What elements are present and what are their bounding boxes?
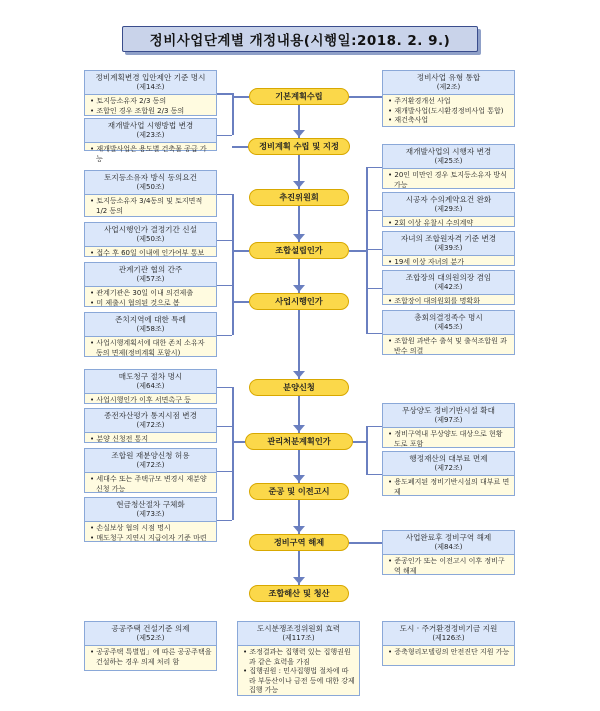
box-item: • 준공인가 또는 이전고시 이후 정비구역 해제 [388, 557, 510, 576]
right-change-box [382, 530, 515, 575]
box-article: (제117조) [282, 633, 315, 642]
stage-step: 준공 및 이전고시 [249, 483, 349, 500]
box-item: • 증축형리모델링의 안전진단 지원 가능 [388, 648, 510, 658]
box-title: 공공주택 건설기준 의제 [111, 624, 190, 633]
box-title: 현금청산절차 구체화 [116, 500, 185, 509]
box-title: 조합원 재분양신청 허용 [111, 451, 190, 460]
box-item: • 분양 신청전 통지 [90, 435, 212, 445]
box-title: 시공자 수의계약요건 완화 [405, 195, 492, 204]
box-header [383, 145, 514, 169]
right-connector [366, 474, 382, 476]
box-items [85, 337, 216, 360]
stage-arrow [293, 475, 305, 482]
box-article: (제73조) [136, 509, 165, 518]
left-connector [232, 96, 249, 98]
stage-step: 분양신청 [249, 379, 349, 396]
stage-arrow [293, 234, 305, 241]
box-header [85, 622, 216, 646]
stage-spine-line [298, 95, 300, 585]
right-change-box [382, 451, 515, 496]
box-header [383, 232, 514, 256]
left-connector [232, 250, 249, 252]
box-item: • 2회 이상 유찰시 수의계약 [388, 219, 510, 229]
right-connector [366, 249, 382, 251]
box-items [85, 522, 216, 545]
stage-step: 정비계획 수립 및 지정 [248, 138, 350, 155]
left-connector [217, 285, 232, 287]
box-article: (제14조) [136, 82, 165, 91]
box-item: • 집행권원 : 민사집행법 절차에 따라 부동산이나 금전 등에 대한 강제집행 가능 [243, 667, 355, 696]
box-header [238, 622, 359, 646]
stage-arrow [293, 425, 305, 432]
box-article: (제50조) [136, 234, 165, 243]
left-change-box [84, 448, 217, 493]
right-change-box [382, 192, 515, 227]
right-bracket [366, 426, 368, 474]
box-header [383, 271, 514, 295]
right-change-box [382, 144, 515, 189]
box-header [383, 622, 514, 646]
box-title: 자녀의 조합원자격 기준 변경 [400, 234, 497, 243]
box-item: • 용도폐지된 정비기반시설의 대부료 면제 [388, 478, 510, 497]
stage-arrow [293, 130, 305, 137]
right-change-box [382, 403, 515, 448]
stage-arrow [293, 285, 305, 292]
left-change-box [84, 118, 217, 163]
left-connector [217, 471, 232, 473]
box-items [383, 95, 514, 128]
stage-step: 추진위원회 [249, 189, 349, 206]
box-item: • 20인 미만인 경우 토지등소유자 방식 가능 [388, 171, 510, 190]
box-item: • 19세 이상 자녀의 분가 [388, 258, 510, 268]
box-title: 무상양도 정비기반시설 확대 [402, 406, 495, 415]
stage-arrow [293, 526, 305, 533]
box-item: • 세대수 또는 주택규모 변경시 재분양 신청 가능 [90, 475, 212, 494]
right-connector [349, 542, 382, 544]
box-header [85, 119, 216, 143]
box-article: (제126조) [432, 633, 465, 642]
box-article: (제23조) [136, 130, 165, 139]
box-article: (제25조) [434, 156, 463, 165]
box-item: • 사업시행인가 이후 서면촉구 등 [90, 396, 212, 406]
right-change-box [382, 621, 515, 666]
box-items [85, 143, 216, 166]
stage-step: 관리처분계획인가 [245, 433, 353, 450]
left-connector [217, 194, 232, 196]
box-item: • 접수 후 60일 이내에 인가여부 통보 [90, 249, 212, 259]
box-item: • 미 제출시 협의된 것으로 봄 [90, 299, 212, 309]
left-connector [217, 240, 232, 242]
box-items [85, 394, 216, 408]
left-change-box [84, 312, 217, 357]
box-items [383, 646, 514, 660]
stage-step: 정비구역 해제 [249, 534, 349, 551]
box-item: • 손실보상 협의 시점 명시 [90, 524, 212, 534]
left-connector [217, 93, 232, 95]
box-article: (제50조) [136, 182, 165, 191]
right-connector [349, 250, 366, 252]
box-items [85, 247, 216, 261]
box-article: (제72조) [434, 463, 463, 472]
box-item: • 조합인 경우 조합원 2/3 동의 [90, 107, 212, 117]
left-change-box [84, 222, 217, 257]
box-header [85, 313, 216, 337]
box-items [85, 195, 216, 218]
left-change-box [84, 70, 217, 116]
box-title: 관계기관 협의 간주 [118, 265, 183, 274]
box-items [383, 476, 514, 499]
right-change-box [382, 270, 515, 305]
box-title: 조합장의 대의원의장 겸임 [405, 273, 492, 282]
box-title: 정비계획변경 입안제안 기준 명시 [95, 73, 206, 82]
right-bracket [366, 167, 368, 333]
box-header [85, 449, 216, 473]
box-item: • 사업시행계획서에 대한 존치 소유자 동의 면제(정비계획 포함시) [90, 339, 212, 358]
box-article: (제39조) [434, 243, 463, 252]
left-connector [232, 301, 249, 303]
stage-step: 조합해산 및 청산 [249, 585, 349, 602]
right-change-box [382, 70, 515, 127]
box-title: 토지등소유자 방식 동의요건 [104, 173, 197, 182]
box-item: • 정비구역내 무상양도 대상으로 현황 도로 포함 [388, 430, 510, 449]
box-items [383, 295, 514, 309]
box-header [383, 404, 514, 428]
box-items [238, 646, 359, 698]
right-connector [366, 167, 382, 169]
box-item: • 조합장이 대의원회를 명확화 [388, 297, 510, 307]
page-title: 정비사업단계별 개정내용(시행일:2018. 2. 9.) [122, 26, 478, 52]
box-article: (제64조) [136, 381, 165, 390]
right-connector [366, 333, 382, 335]
left-connector [217, 520, 232, 522]
right-connector [349, 96, 382, 98]
box-item: • 매도청구 지연시 지급이자 기준 마련 [90, 534, 212, 544]
box-article: (제45조) [434, 322, 463, 331]
left-change-box [84, 262, 217, 307]
right-connector [366, 210, 382, 212]
box-items [85, 287, 216, 310]
left-bracket [232, 194, 234, 335]
right-change-box [382, 231, 515, 266]
box-article: (제42조) [434, 282, 463, 291]
box-title: 재개발사업의 시행자 변경 [405, 147, 492, 156]
box-item: • 재개발사업(도시환경정비사업 통합) [388, 107, 510, 117]
left-change-box [84, 621, 217, 671]
box-header [383, 531, 514, 555]
box-article: (제29조) [434, 204, 463, 213]
stage-step: 사업시행인가 [249, 293, 349, 310]
left-bracket [232, 387, 234, 520]
left-change-box [84, 369, 217, 404]
box-items [383, 335, 514, 358]
box-item: • 토지등소유자 2/3 동의 [90, 97, 212, 107]
box-title: 도시분쟁조정위원회 효력 [256, 624, 341, 633]
box-header [383, 71, 514, 95]
stage-step: 기본계획수립 [249, 88, 349, 105]
box-article: (제52조) [136, 633, 165, 642]
box-title: 도시 · 주거환경정비기금 지원 [399, 624, 498, 633]
left-connector [217, 135, 232, 137]
box-header [85, 370, 216, 394]
stage-arrow [293, 181, 305, 188]
box-item: • 주거환경개선 사업 [388, 97, 510, 107]
left-change-box [84, 408, 217, 443]
left-connector [217, 426, 232, 428]
box-article: (제84조) [434, 542, 463, 551]
box-article: (제58조) [136, 324, 165, 333]
box-title: 존치지역에 대한 특례 [115, 315, 186, 324]
box-items [85, 95, 216, 118]
box-items [383, 428, 514, 451]
box-items [85, 646, 216, 669]
left-connector [232, 441, 245, 443]
box-item: • 조정결과는 집행력 있는 집행권원과 같은 효력을 가짐 [243, 648, 355, 667]
box-items [383, 217, 514, 231]
box-header [85, 409, 216, 433]
box-header [85, 171, 216, 195]
right-connector [366, 288, 382, 290]
box-title: 종전자산평가 통지시점 변경 [104, 411, 197, 420]
box-title: 정비사업 유형 통합 [416, 73, 481, 82]
left-connector [232, 146, 249, 148]
center-change-box [237, 621, 360, 696]
box-header [85, 498, 216, 522]
box-header [85, 223, 216, 247]
box-article: (제57조) [136, 274, 165, 283]
box-item: • 재개발사업은 용도별 건축물 공급 가능 [90, 145, 212, 164]
box-article: (제97조) [434, 415, 463, 424]
box-items [85, 433, 216, 447]
left-bracket [232, 93, 234, 135]
right-connector [366, 426, 382, 428]
right-change-box [382, 310, 515, 355]
box-title: 총회의결정족수 명시 [414, 313, 483, 322]
box-item: • 공공주택 특별법」에 따른 공공주택을 건설하는 경우 의제 처리 함 [90, 648, 212, 667]
box-items [383, 256, 514, 270]
box-header [85, 263, 216, 287]
box-item: • 관계기관은 30일 이내 의견제출 [90, 289, 212, 299]
box-article: (제2조) [436, 82, 461, 91]
left-connector [217, 387, 232, 389]
box-items [383, 169, 514, 192]
box-header [383, 193, 514, 217]
box-item: • 조합원 과반수 출석 및 출석조합원 과반수 의결 [388, 337, 510, 356]
left-change-box [84, 170, 217, 217]
box-item: • 재건축사업 [388, 116, 510, 126]
stage-arrow [293, 577, 305, 584]
box-item: • 토지등소유자 3/4동의 및 토지면적 1/2 동의 [90, 197, 212, 216]
box-article: (제72조) [136, 420, 165, 429]
box-items [383, 555, 514, 578]
box-article: (제72조) [136, 460, 165, 469]
stage-arrow [293, 371, 305, 378]
box-title: 사업시행인가 결정기간 신설 [104, 225, 197, 234]
stage-step: 조합설립인가 [249, 242, 349, 259]
box-header [383, 452, 514, 476]
box-title: 재개발사업 시행방법 변경 [107, 121, 194, 130]
box-header [85, 71, 216, 95]
box-title: 행정재산의 대부료 면제 [409, 454, 488, 463]
box-header [383, 311, 514, 335]
left-connector [217, 335, 232, 337]
box-title: 사업완료후 정비구역 해제 [405, 533, 492, 542]
box-title: 매도청구 절차 명시 [118, 372, 183, 381]
left-change-box [84, 497, 217, 542]
right-connector [353, 441, 366, 443]
box-items [85, 473, 216, 496]
